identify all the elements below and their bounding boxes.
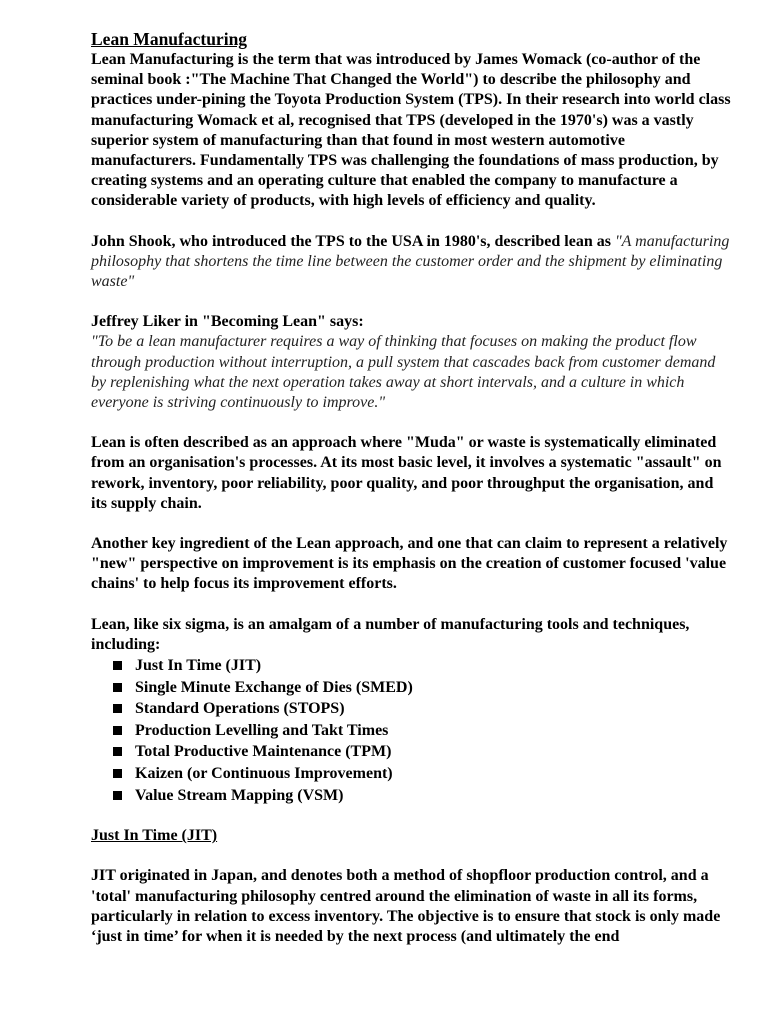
list-item-label: Single Minute Exchange of Dies (SMED)	[135, 678, 413, 696]
jit-heading: Just In Time (JIT)	[91, 827, 218, 845]
square-bullet-icon	[113, 791, 122, 800]
square-bullet-icon	[113, 661, 122, 670]
tools-intro: Lean, like six sigma, is an amalgam of a number of manufacturing tools and techniques, including:	[91, 615, 690, 653]
list-item	[91, 677, 731, 699]
list-item	[91, 741, 731, 763]
document-title: Lean Manufacturing	[91, 29, 248, 49]
list-item-label: Just In Time (JIT)	[135, 657, 262, 675]
list-item	[91, 720, 731, 742]
document-page	[91, 28, 731, 967]
list-item-label: Value Stream Mapping (VSM)	[135, 786, 344, 804]
liker-quote: "To be a lean manufacturer requires a way of thinking that focuses on making the product flow through production without interruption, a pull system that cascades back from customer demand by replenishing what the next operation takes away at short intervals, and a culture in which everyone is striving continuously to improve."	[91, 333, 716, 412]
list-item	[91, 785, 731, 807]
value-chain-paragraph: Another key ingredient of the Lean approach, and one that can claim to represent a relatively "new" perspective on improvement is its emphasis on the creation of customer focused 'value chains' to help focus its improvement efforts.	[91, 535, 728, 593]
liker-lead-text: Jeffrey Liker in "Becoming Lean" says:	[91, 313, 364, 331]
square-bullet-icon	[113, 683, 122, 692]
shook-paragraph	[91, 232, 731, 293]
liker-paragraph	[91, 312, 731, 413]
shook-lead-text: John Shook, who introduced the TPS to the USA in 1980's, described lean as	[91, 232, 615, 250]
list-item	[91, 655, 731, 677]
shook-quote: "A manufacturing philosophy that shortens the time line between the customer order and the shipment by eliminating waste"	[91, 232, 730, 291]
muda-paragraph: Lean is often described as an approach where "Muda" or waste is systematically eliminated from an organisation's processes. At its most basic level, it involves a systematic "assault" on rework, inventory, poor reliability, poor quality, and poor throughput the organisation, and its supply chain.	[91, 434, 722, 512]
jit-paragraph: JIT originated in Japan, and denotes both a method of shopfloor production control, and a 'total' manufacturing philosophy centred around the elimination of waste in all its forms, particularly in relation to excess inventory. The objective is to ensure that stock is only made ‘just in time’ for when it is needed by the next process (and ultimately the end	[91, 867, 721, 946]
list-item	[91, 698, 731, 720]
square-bullet-icon	[113, 769, 122, 778]
list-item-label: Total Productive Maintenance (TPM)	[135, 743, 392, 761]
square-bullet-icon	[113, 704, 122, 713]
tools-list	[91, 655, 731, 806]
square-bullet-icon	[113, 726, 122, 735]
list-item-label: Kaizen (or Continuous Improvement)	[135, 765, 393, 783]
list-item-label: Production Levelling and Takt Times	[135, 721, 389, 739]
list-item-label: Standard Operations (STOPS)	[135, 700, 345, 718]
square-bullet-icon	[113, 747, 122, 756]
list-item	[91, 763, 731, 785]
intro-paragraph: Lean Manufacturing is the term that was introduced by James Womack (co-author of the seminal book :"The Machine That Changed the World") to describe the philosophy and practices under-pining the Toyota Production System (TPS). In their research into world class manufacturing Womack et al, recognised that TPS (developed in the 1970's) was a vastly superior system of manufacturing than that found in most western automotive manufacturers. Fundamentally TPS was challenging the foundations of mass production, by creating systems and an operating culture that enabled the company to manufacture a considerable variety of products, with high levels of efficiency and quality.	[91, 51, 731, 210]
